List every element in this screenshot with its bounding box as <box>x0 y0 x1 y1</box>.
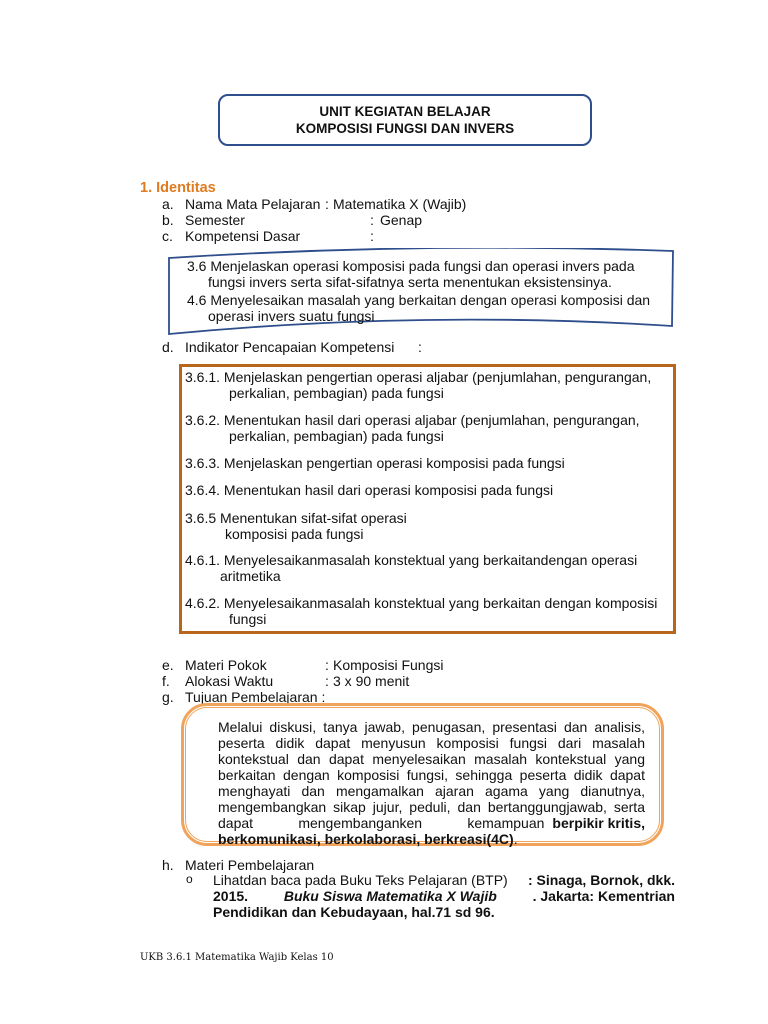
materi-text <box>213 872 675 920</box>
materi-line <box>213 888 675 904</box>
item-label: Materi Pokok <box>185 657 267 673</box>
kd-item-1 <box>187 258 635 290</box>
tujuan-line: menghayati dan mengamalkan ajaran agama yang dianutnya, <box>218 783 645 799</box>
identity-item-b <box>162 212 423 228</box>
item-value: Komposisi Fungsi <box>333 657 444 673</box>
item-letter: g. <box>162 689 174 705</box>
item-label: Materi Pembelajaran <box>185 857 315 873</box>
materi-book-title: Buku Siswa Matematika X Wajib <box>283 888 497 904</box>
materi-part: 2015. <box>213 888 249 904</box>
item-letter: b. <box>162 212 174 228</box>
identity-item-a <box>162 196 467 212</box>
indikator-line: fungsi <box>229 611 267 627</box>
tujuan-text-bold: berpikir kritis, <box>552 815 645 831</box>
item-sep: : <box>325 657 329 673</box>
item-label: Tujuan Pembelajaran : <box>185 689 326 705</box>
indikator-line: 3.6.4. Menentukan hasil dari operasi komposisi pada fungsi <box>185 482 554 498</box>
item-value: Matematika X (Wajib) <box>333 196 467 212</box>
item-label: Kompetensi Dasar <box>185 228 301 244</box>
identity-item-f <box>162 673 410 689</box>
tujuan-line: mengembangkan sikap jujur, peduli, dan bertanggungjawab, serta <box>218 799 645 815</box>
tujuan-line <box>218 831 645 847</box>
kd-line: 4.6 Menyelesaikan masalah yang berkaitan dengan operasi komposisi dan <box>187 292 651 308</box>
indikator-line: 4.6.1. Menyelesaikanmasalah konstektual yang berkaitandengan operasi <box>185 552 638 568</box>
indikator-line: 3.6.5 Menentukan sifat-sifat operasi <box>185 510 407 526</box>
materi-part: Lihatdan baca pada Buku Teks Pelajaran (BTP) <box>213 872 508 888</box>
tujuan-text <box>218 719 645 847</box>
item-sep: : <box>370 228 374 244</box>
item-sep: : <box>418 339 422 355</box>
identity-item-h <box>162 857 315 873</box>
item-letter: f. <box>162 673 170 689</box>
indikator-item <box>185 369 651 401</box>
identity-item-e <box>162 657 444 673</box>
item-letter: a. <box>162 196 174 212</box>
materi-part: : Sinaga, Bornok, dkk. <box>527 872 675 888</box>
indikator-box <box>179 364 676 634</box>
tujuan-text-normal: dapat mengembanganken kemampuan <box>218 815 545 831</box>
materi-line: Pendidikan dan Kebudayaan, hal.71 sd 96. <box>213 904 495 920</box>
item-label: Alokasi Waktu <box>185 673 274 689</box>
indikator-line: perkalian, pembagian) pada fungsi <box>229 385 444 401</box>
kd-line: fungsi invers serta sifat-sifatnya serta menentukan eksistensinya. <box>208 274 612 290</box>
tujuan-line: Melalui diskusi, tanya jawab, penugasan, presentasi dan analisis, <box>218 719 645 735</box>
indikator-item <box>185 595 657 627</box>
tujuan-line <box>218 815 645 831</box>
section-heading-identitas: 1. Identitas <box>140 180 216 196</box>
item-letter: c. <box>162 228 173 244</box>
item-letter: h. <box>162 857 174 873</box>
indikator-line: komposisi pada fungsi <box>225 526 364 542</box>
indikator-line: 3.6.2. Menentukan hasil dari operasi aljabar (penjumlahan, pengurangan, <box>185 412 640 428</box>
indikator-line: perkalian, pembagian) pada fungsi <box>229 428 444 444</box>
tujuan-line: peserta didik dapat menyusun komposisi fungsi dari masalah <box>218 735 645 751</box>
materi-line <box>213 872 675 888</box>
item-value: Genap <box>380 212 423 228</box>
item-label: Nama Mata Pelajaran <box>185 196 321 212</box>
item-letter: e. <box>162 657 174 673</box>
title-line-1: UNIT KEGIATAN BELAJAR <box>319 104 491 119</box>
item-value: 3 x 90 menit <box>333 673 410 689</box>
indikator-line: 4.6.2. Menyelesaikanmasalah konstektual yang berkaitan dengan komposisi <box>185 595 658 611</box>
indikator-item <box>185 510 407 542</box>
indikator-line: 3.6.1. Menjelaskan pengertian operasi aljabar (penjumlahan, pengurangan, <box>185 369 652 385</box>
indikator-line: 3.6.3. Menjelaskan pengertian operasi komposisi pada fungsi <box>185 455 565 471</box>
footer-text: UKB 3.6.1 Matematika Wajib Kelas 10 <box>140 952 334 963</box>
tujuan-line: berkaitan dengan komposisi fungsi, sehingga peserta didik dapat <box>218 767 645 783</box>
tujuan-text-bold: berkomunikasi, berkolaborasi, berkreasi(4C) <box>218 831 514 847</box>
item-label: Semester <box>185 212 245 228</box>
identity-item-g <box>162 689 326 705</box>
kd-line: 3.6 Menjelaskan operasi komposisi pada fungsi dan operasi invers pada <box>187 258 635 274</box>
item-letter: d. <box>162 339 174 355</box>
indikator-item <box>185 412 640 444</box>
identity-item-d <box>162 339 422 355</box>
title-line-2: KOMPOSISI FUNGSI DAN INVERS <box>295 121 515 136</box>
kd-item-2 <box>187 292 650 324</box>
item-label: Indikator Pencapaian Kompetensi <box>185 339 395 355</box>
tujuan-line: kontekstual dan dapat menyelesaikan masalah kontekstual yang <box>218 751 645 767</box>
indikator-item <box>185 552 637 584</box>
materi-bullet: o <box>186 872 193 886</box>
item-sep: : <box>325 196 329 212</box>
indikator-item <box>185 482 553 498</box>
indikator-line: aritmetika <box>220 568 281 584</box>
identity-item-c <box>162 228 374 244</box>
materi-part: . Jakarta: Kementrian <box>532 888 675 904</box>
item-sep: : <box>325 673 329 689</box>
title-box <box>218 94 592 146</box>
item-sep: : <box>370 212 374 228</box>
indikator-item <box>185 455 565 471</box>
kd-line: operasi invers suatu fungsi <box>208 308 375 324</box>
tujuan-text-end: . <box>513 831 518 847</box>
